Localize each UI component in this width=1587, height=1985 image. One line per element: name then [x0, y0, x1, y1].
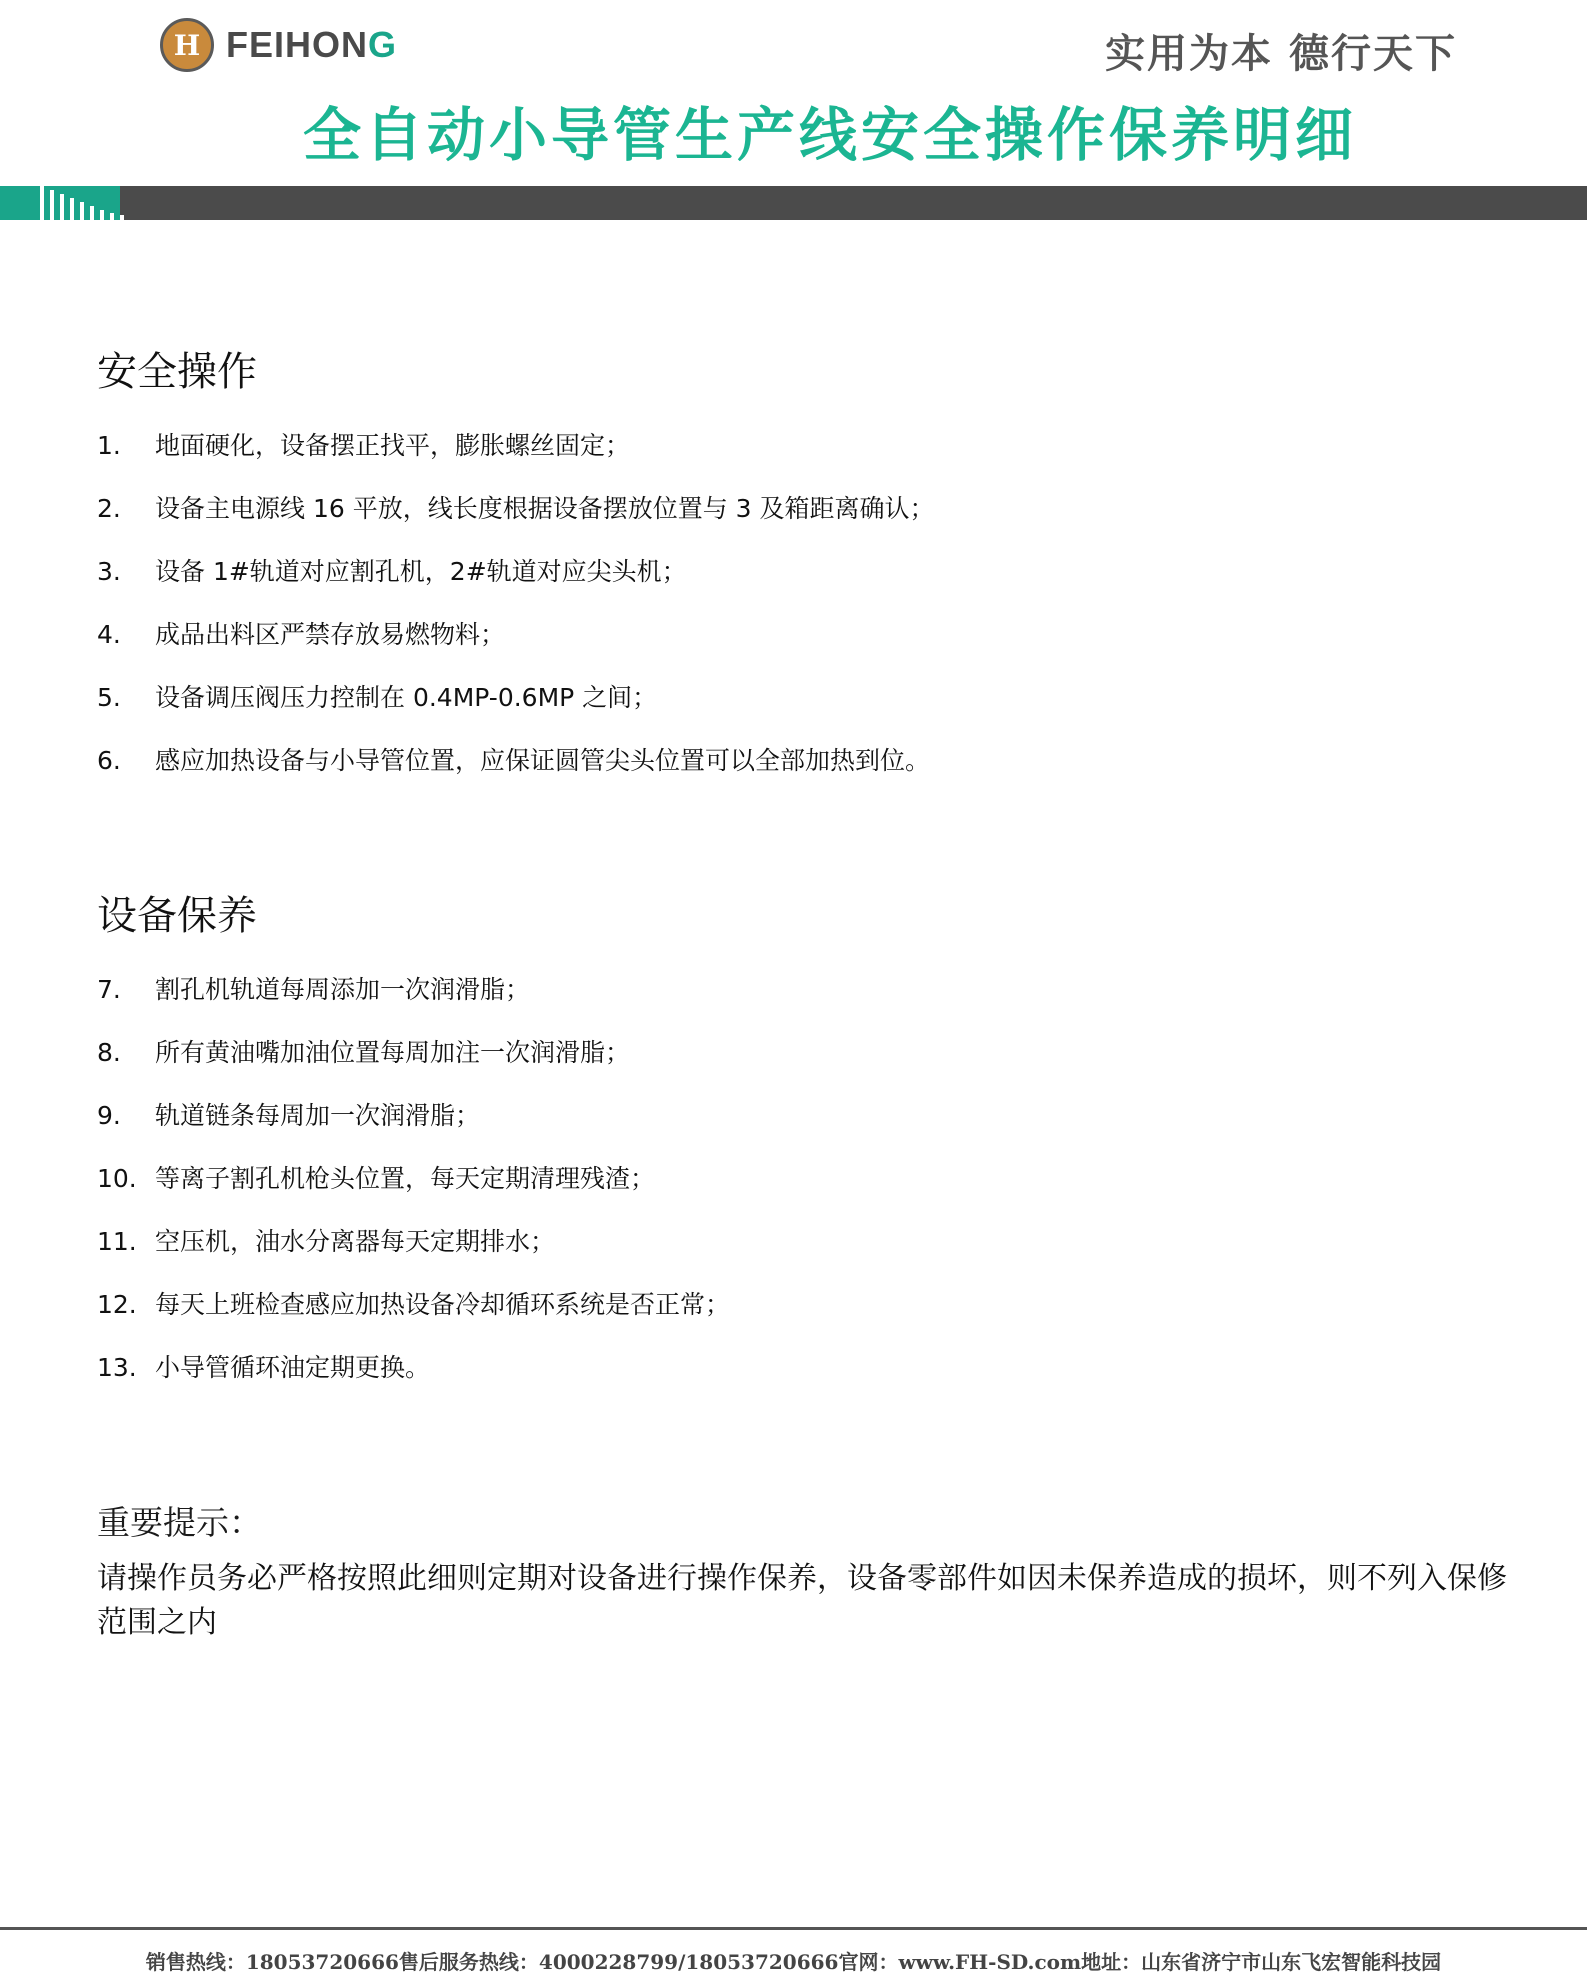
item-number: 2. [97, 494, 121, 523]
list-item [97, 970, 530, 1006]
list-item [97, 615, 505, 651]
item-text: 小导管循环油定期更换。 [155, 1353, 431, 1382]
page-title: 全自动小导管生产线安全操作保养明细 [302, 101, 1357, 169]
item-text: 轨道链条每周加一次润滑脂； [155, 1101, 481, 1130]
logo-emblem-icon [160, 18, 214, 72]
item-text: 空压机，油水分离器每天定期排水； [155, 1227, 556, 1256]
logo-emblem-letter: H [173, 28, 201, 62]
item-number: 8. [97, 1038, 121, 1067]
item-text: 成品出料区严禁存放易燃物料； [155, 620, 506, 649]
list-item [97, 489, 935, 525]
notice-heading: 重要提示： [97, 1503, 262, 1542]
safety-heading: 安全操作 [97, 349, 257, 395]
item-text: 割孔机轨道每周添加一次润滑脂； [155, 975, 531, 1004]
item-text: 所有黄油嘴加油位置每周加注一次润滑脂； [155, 1038, 631, 1067]
notice-body: 请操作员务必严格按照此细则定期对设备进行操作保养，设备零部件如因未保养造成的损坏，则不列入保修范围之内 [97, 1561, 1507, 1640]
list-item [97, 1222, 555, 1258]
maintenance-heading: 设备保养 [97, 893, 257, 939]
item-number: 4. [97, 620, 121, 649]
item-text: 感应加热设备与小导管位置，应保证圆管尖头位置可以全部加热到位。 [155, 746, 931, 775]
header-band-stripes-icon [40, 186, 124, 220]
item-number: 13. [97, 1353, 137, 1382]
item-text: 地面硬化，设备摆正找平，膨胀螺丝固定； [155, 431, 631, 460]
list-item [97, 426, 630, 462]
list-item [97, 1159, 655, 1195]
list-item [97, 1033, 630, 1069]
footer-contact: 销售热线：18053720666售后服务热线：4000228799/18053720666官网：www.FH-SD.com地址：山东省济宁市山东飞宏智能科技园 [145, 1950, 1442, 1974]
item-text: 设备调压阀压力控制在 0.4MP-0.6MP 之间； [155, 683, 658, 712]
list-item [97, 1285, 730, 1321]
logo-wordmark-main: FEIHON [226, 24, 369, 65]
logo-wordmark [226, 24, 397, 66]
item-number: 5. [97, 683, 121, 712]
item-number: 9. [97, 1101, 121, 1130]
item-number: 3. [97, 557, 121, 586]
list-item [97, 1348, 430, 1384]
item-number: 6. [97, 746, 121, 775]
company-logo [160, 18, 397, 72]
item-text: 设备主电源线 16 平放，线长度根据设备摆放位置与 3 及箱距离确认； [155, 494, 935, 523]
item-number: 10. [97, 1164, 137, 1193]
list-item [97, 678, 657, 714]
logo-wordmark-g: G [368, 24, 398, 65]
item-number: 11. [97, 1227, 137, 1256]
item-text: 每天上班检查感应加热设备冷却循环系统是否正常； [155, 1290, 731, 1319]
item-number: 1. [97, 431, 121, 460]
company-slogan: 实用为本 德行天下 [1105, 30, 1457, 77]
header-band [0, 186, 1587, 224]
item-text: 设备 1#轨道对应割孔机，2#轨道对应尖头机； [155, 557, 687, 586]
list-item [97, 741, 930, 777]
list-item [97, 552, 687, 588]
item-number: 12. [97, 1290, 137, 1319]
list-item [97, 1096, 480, 1132]
item-text: 等离子割孔机枪头位置，每天定期清理残渣； [155, 1164, 656, 1193]
item-number: 7. [97, 975, 121, 1004]
footer-divider [0, 1927, 1587, 1930]
header-band-dark [110, 186, 1587, 220]
